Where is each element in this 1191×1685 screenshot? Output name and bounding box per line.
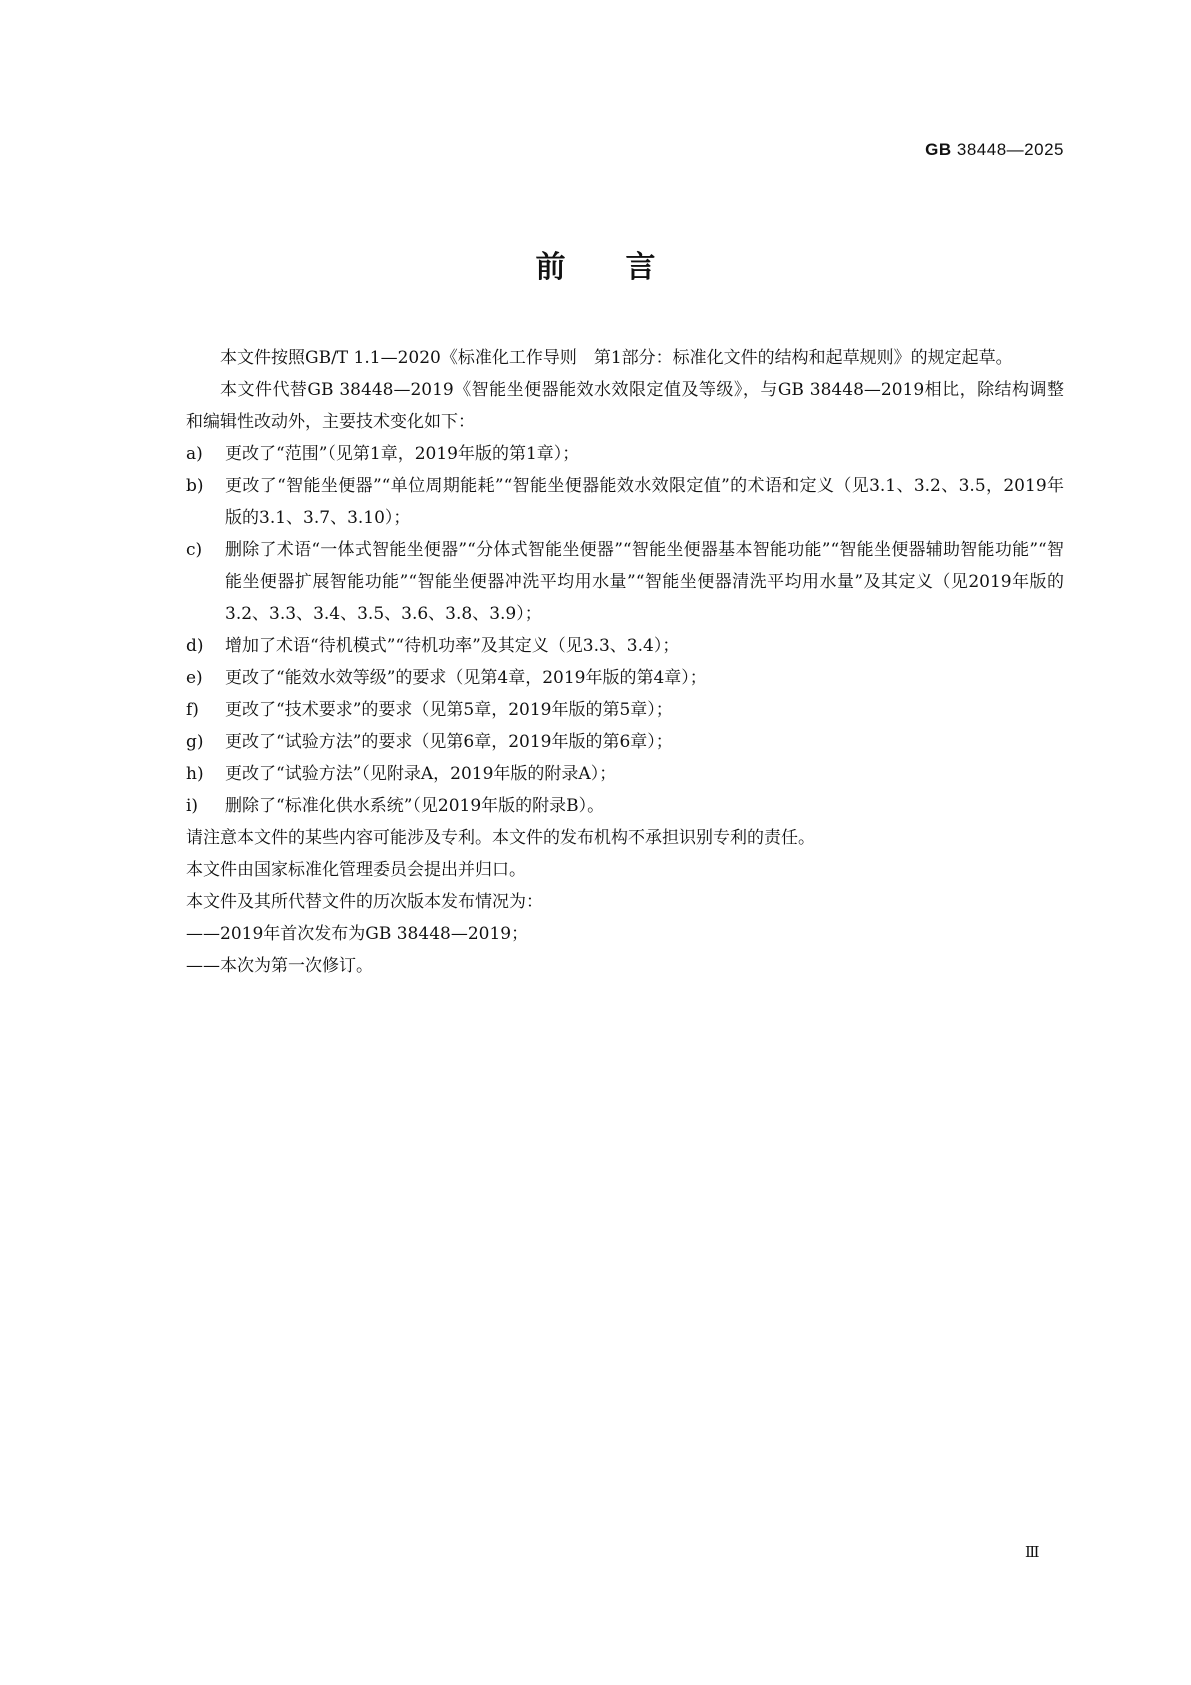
list-marker: b) <box>186 476 204 496</box>
list-item <box>186 726 1064 758</box>
list-text: 增加了术语“待机模式”“待机功率”及其定义（见3.3、3.4）； <box>225 636 680 656</box>
foreword-body <box>186 342 1064 982</box>
list-item <box>186 662 1064 694</box>
list-marker: e) <box>186 668 203 688</box>
list-text: 更改了“试验方法”（见附录A，2019年版的附录A）； <box>225 764 617 784</box>
list-marker: g) <box>186 732 204 752</box>
paragraph-history-intro: 本文件及其所代替文件的历次版本发布情况为： <box>186 892 543 912</box>
standard-number: 38448—2025 <box>951 140 1064 159</box>
list-marker: h) <box>186 764 204 784</box>
paragraph-patent-notice: 请注意本文件的某些内容可能涉及专利。本文件的发布机构不承担识别专利的责任。 <box>186 828 815 848</box>
changes-list <box>186 438 1064 822</box>
list-text: 更改了“技术要求”的要求（见第5章，2019年版的第5章）； <box>225 700 673 720</box>
standard-code <box>925 140 1064 160</box>
page-title: 前言 <box>535 250 716 285</box>
list-marker: c) <box>186 540 203 560</box>
page-number: Ⅲ <box>1025 1543 1040 1561</box>
list-text: 删除了术语“一体式智能坐便器”“分体式智能坐便器”“智能坐便器基本智能功能”“智能坐便器辅助智能功能”“智能坐便器扩展智能功能”“智能坐便器冲洗平均用水量”“智能坐便器清洗平均用水量”及其定义（见2019年版的3.2、3.3、3.4、3.5、3.6、3.8、3.9）； <box>225 540 1064 624</box>
list-item <box>186 470 1064 534</box>
paragraph-drafting-rules: 本文件按照GB/T 1.1—2020《标准化工作导则 第1部分：标准化文件的结构和起草规则》的规定起草。 <box>220 348 1013 368</box>
standard-prefix: GB <box>925 140 952 159</box>
list-text: 更改了“试验方法”的要求（见第6章，2019年版的第6章）； <box>225 732 673 752</box>
list-item <box>186 630 1064 662</box>
list-item <box>186 534 1064 630</box>
list-marker: f) <box>186 700 199 720</box>
list-item <box>186 790 1064 822</box>
list-item <box>186 438 1064 470</box>
paragraph-replacement: 本文件代替GB 38448—2019《智能坐便器能效水效限定值及等级》，与GB 38448—2019相比，除结构调整和编辑性改动外，主要技术变化如下： <box>186 380 1064 432</box>
history-entry-first: ——2019年首次发布为GB 38448—2019； <box>186 924 529 944</box>
list-marker: a) <box>186 444 203 464</box>
list-text: 删除了“标准化供水系统”（见2019年版的附录B）。 <box>225 796 605 816</box>
list-text: 更改了“能效水效等级”的要求（见第4章，2019年版的第4章）； <box>225 668 707 688</box>
paragraph-proposer: 本文件由国家标准化管理委员会提出并归口。 <box>186 860 526 880</box>
history-entry-revision: ——本次为第一次修订。 <box>186 956 373 976</box>
list-marker: i) <box>186 796 199 816</box>
list-item <box>186 758 1064 790</box>
list-text: 更改了“智能坐便器”“单位周期能耗”“智能坐便器能效水效限定值”的术语和定义（见3.1、3.2、3.5，2019年版的3.1、3.7、3.10）； <box>225 476 1064 528</box>
list-marker: d) <box>186 636 204 656</box>
list-item <box>186 694 1064 726</box>
list-text: 更改了“范围”（见第1章，2019年版的第1章）； <box>225 444 580 464</box>
